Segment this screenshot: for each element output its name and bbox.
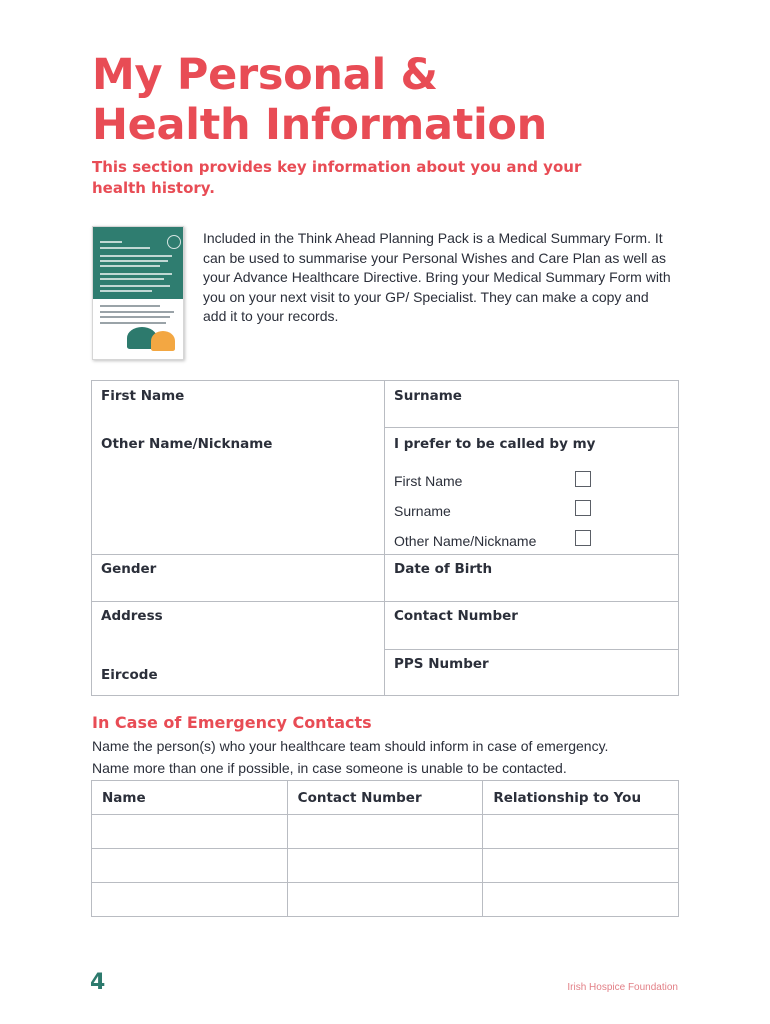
prefer-first-name-label: First Name bbox=[394, 473, 463, 489]
thumbnail-line bbox=[100, 322, 166, 324]
thumbnail-line bbox=[100, 316, 170, 318]
thumbnail-line bbox=[100, 311, 174, 313]
emergency-desc-line-2: Name more than one if possible, in case someone is unable to be contacted. bbox=[92, 760, 567, 776]
emergency-contacts-description bbox=[92, 735, 682, 779]
thumbnail-line bbox=[100, 285, 170, 287]
other-name-field[interactable]: Other Name/Nickname bbox=[101, 436, 273, 452]
gender-field[interactable]: Gender bbox=[101, 561, 157, 577]
row-divider bbox=[384, 427, 679, 428]
thumbnail-line bbox=[100, 260, 168, 262]
eircode-field[interactable]: Eircode bbox=[101, 667, 158, 683]
pps-number-field[interactable]: PPS Number bbox=[394, 656, 489, 672]
page-title-line-1: My Personal & bbox=[92, 50, 438, 100]
prefer-first-name-checkbox[interactable] bbox=[575, 471, 591, 487]
first-name-field[interactable]: First Name bbox=[101, 388, 185, 404]
medical-summary-form-thumbnail bbox=[92, 226, 184, 360]
address-field[interactable]: Address bbox=[101, 608, 163, 624]
intro-paragraph: Included in the Think Ahead Planning Pack is a Medical Summary Form. It can be used to summarise your Personal Wishes and Care Plan as well as your Advance Healthcare Directive. Bring your Medical Summary Form with you on your next visit to your GP/ Specialist. They can make a copy and add it to your records. bbox=[203, 230, 671, 325]
emergency-contacts-table bbox=[91, 780, 679, 917]
column-header-contact-number: Contact Number bbox=[287, 781, 483, 815]
table-row bbox=[92, 849, 679, 883]
page-number: 4 bbox=[90, 970, 106, 995]
emergency-name-cell[interactable] bbox=[92, 883, 288, 917]
thumbnail-line bbox=[100, 241, 122, 243]
section-subtitle: This section provides key information about you and your health history. bbox=[92, 158, 582, 197]
row-divider bbox=[92, 554, 679, 555]
emergency-relationship-cell[interactable] bbox=[483, 815, 679, 849]
column-divider bbox=[384, 381, 385, 695]
contact-number-field[interactable]: Contact Number bbox=[394, 608, 518, 624]
table-row bbox=[92, 815, 679, 849]
emergency-name-cell[interactable] bbox=[92, 849, 288, 883]
thumbnail-line bbox=[100, 247, 150, 249]
prefer-surname-checkbox[interactable] bbox=[575, 500, 591, 516]
emergency-contact-cell[interactable] bbox=[287, 815, 483, 849]
thumbnail-line bbox=[100, 305, 160, 307]
thumbnail-figure bbox=[151, 331, 175, 351]
emergency-name-cell[interactable] bbox=[92, 815, 288, 849]
thumbnail-logo-icon bbox=[167, 235, 181, 249]
thumbnail-line bbox=[100, 278, 164, 280]
row-divider bbox=[92, 601, 679, 602]
page-title bbox=[92, 50, 547, 150]
emergency-relationship-cell[interactable] bbox=[483, 883, 679, 917]
emergency-contacts-heading: In Case of Emergency Contacts bbox=[92, 713, 372, 732]
footer-organization: Irish Hospice Foundation bbox=[567, 982, 678, 993]
column-header-relationship: Relationship to You bbox=[483, 781, 679, 815]
table-row bbox=[92, 883, 679, 917]
emergency-relationship-cell[interactable] bbox=[483, 849, 679, 883]
emergency-contact-cell[interactable] bbox=[287, 849, 483, 883]
personal-details-form bbox=[91, 380, 679, 696]
prefer-other-name-checkbox[interactable] bbox=[575, 530, 591, 546]
table-header-row bbox=[92, 781, 679, 815]
thumbnail-line bbox=[100, 265, 160, 267]
prefer-other-name-label: Other Name/Nickname bbox=[394, 533, 537, 549]
surname-field[interactable]: Surname bbox=[394, 388, 462, 404]
row-divider bbox=[384, 649, 679, 650]
date-of-birth-field[interactable]: Date of Birth bbox=[394, 561, 493, 577]
preferred-name-label: I prefer to be called by my bbox=[394, 436, 596, 452]
thumbnail-line bbox=[100, 255, 172, 257]
page-title-line-2: Health Information bbox=[92, 100, 547, 150]
thumbnail-line bbox=[100, 273, 172, 275]
column-header-name: Name bbox=[92, 781, 288, 815]
emergency-contact-cell[interactable] bbox=[287, 883, 483, 917]
emergency-desc-line-1: Name the person(s) who your healthcare team should inform in case of emergency. bbox=[92, 738, 609, 754]
prefer-surname-label: Surname bbox=[394, 503, 451, 519]
thumbnail-line bbox=[100, 290, 152, 292]
